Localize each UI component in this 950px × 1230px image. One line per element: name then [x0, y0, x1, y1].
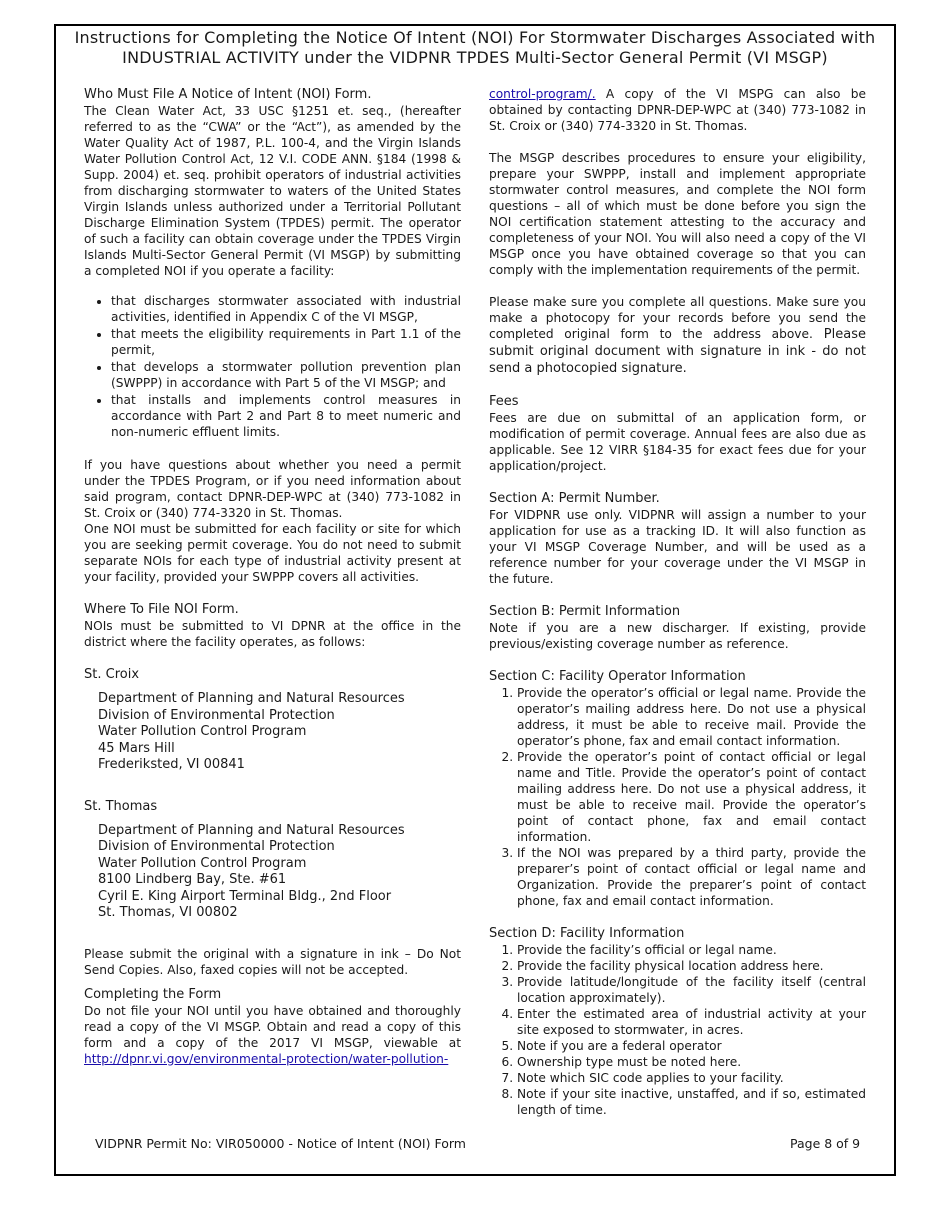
list-item: 4. Enter the estimated area of industrial activity at your site exposed to stormwater, in acres. — [517, 1006, 866, 1038]
address-line: St. Thomas, VI 00802 — [98, 905, 238, 920]
address-line: 8100 Lindberg Bay, Ste. #61 — [98, 872, 287, 887]
completing-body: Do not file your NOI until you have obtained and thoroughly read a copy of the VI MSGP. Obtain and read a copy of this form and a copy of the 2017 VI MSGP, viewable at — [84, 1003, 461, 1050]
completing-heading: Completing the Form — [84, 986, 222, 1002]
right-column — [489, 86, 866, 1118]
left-column — [84, 86, 461, 1067]
address-line: Department of Planning and Natural Resources — [98, 822, 405, 838]
section-c-heading: Section C: Facility Operator Information — [489, 669, 746, 684]
section-a-heading: Section A: Permit Number. — [489, 491, 660, 506]
list-item: 2. Provide the facility physical location address here. — [517, 958, 866, 974]
msgp-link[interactable]: http://dpnr.vi.gov/environmental-protection/water-pollution- — [84, 1051, 449, 1066]
footer-page-number: Page 8 of 9 — [790, 1136, 861, 1151]
where-heading: Where To File NOI Form. — [84, 602, 239, 617]
list-item: • that discharges stormwater associated with industrial activities, identified in Appendix C of the VI MSGP, — [111, 293, 461, 325]
list-item: 1. Provide the operator’s official or legal name. Provide the operator’s mailing address here. Do not use a physical address, it must be able to receive mail. Provide the operator’s phone, fax and email contact information. — [517, 685, 866, 749]
eligibility-list — [84, 293, 461, 440]
msgp-link-continued[interactable]: control-program/. — [489, 87, 596, 101]
section-b-heading: Section B: Permit Information — [489, 604, 681, 619]
please-body: Please make sure you complete all questions. Make sure you make a photocopy for your records before you send the completed original form to the address above. — [489, 295, 866, 341]
who-heading: Who Must File A Notice of Intent (NOI) Form. — [84, 87, 372, 102]
list-item: • that meets the eligibility requirements in Part 1.1 of the permit, — [111, 326, 461, 358]
fees-heading: Fees — [489, 394, 519, 409]
list-item: • that develops a stormwater pollution prevention plan (SWPPP) in accordance with Part 5 of the VI MSGP; and — [111, 359, 461, 391]
address-line: Cyril E. King Airport Terminal Bldg., 2nd Floor — [98, 888, 392, 904]
list-item: 3. If the NOI was prepared by a third party, provide the preparer’s point of contact official or legal name and Organization. Provide the preparer’s point of contact phone, fax and email contact information. — [517, 845, 866, 909]
copy-body: A copy of the VI MSPG can also be obtained by contacting DPNR-DEP-WPC at (340) 773-1082 in St. Croix or (340) 774-3320 in St. Thomas. — [489, 87, 866, 133]
section-d-list — [489, 942, 866, 1118]
section-c-list — [489, 685, 866, 909]
list-item: 8. Note if your site inactive, unstaffed, and if so, estimated length of time. — [517, 1086, 866, 1118]
stcroix-address — [84, 691, 461, 774]
section-a-text: For VIDPNR use only. VIDPNR will assign a number to your application for use as a tracking ID. It will also function as your VI MSGP Coverage Number, and will be used as a reference number for your coverage under the VI MSGP in the future. — [489, 508, 866, 586]
stthomas-label: St. Thomas — [84, 798, 158, 814]
address-line: Division of Environmental Protection — [98, 839, 335, 854]
stthomas-address — [84, 823, 461, 922]
msgp-text: The MSGP describes procedures to ensure your eligibility, prepare your SWPPP, install and implement appropriate stormwater control measures, and complete the NOI form questions – all of which must be done before you sign the NOI certification statement attesting to the accuracy and completeness of your NOI. You will also need a copy of the VI MSGP once you have obtained coverage so that you can comply with the implementation requirements of the permit. — [489, 151, 866, 277]
list-item: • that installs and implements control measures in accordance with Part 2 and Part 8 to meet numeric and non-numeric effluent limits. — [111, 392, 461, 440]
address-line: Water Pollution Control Program — [98, 724, 307, 739]
address-line: Department of Planning and Natural Resources — [98, 691, 405, 706]
completing-text — [84, 1003, 461, 1067]
section-b-text: Note if you are a new discharger. If existing, provide previous/existing coverage number as reference. — [489, 621, 866, 651]
address-line: Frederiksted, VI 00841 — [98, 757, 245, 772]
who-text: The Clean Water Act, 33 USC §1251 et. seq., (hereafter referred to as the “CWA” or the “Act”), as amended by the Water Quality Act of 1987, P.L. 100-4, and the Virgin Islands Water Pollution Control Act, 12 V.I. CODE ANN. §184 (1998 & Supp. 2004) et. seq. prohibit operators of industrial activities from discharging stormwater to waters of the United States Virgin Islands unless authorized under a Territorial Pollutant Discharge Elimination System (TPDES) permit. The operator of such a facility can obtain coverage under the TPDES Virgin Islands Multi-Sector General Permit (VI MSGP) by submitting a completed NOI if you operate a facility: — [84, 104, 461, 278]
list-item: 6. Ownership type must be noted here. — [517, 1054, 866, 1070]
title-line-1: Instructions for Completing the Notice Of Intent (NOI) For Stormwater Discharges Associated with — [74, 28, 876, 47]
list-item: 5. Note if you are a federal operator — [517, 1038, 866, 1054]
page-title — [60, 28, 890, 68]
list-item: 7. Note which SIC code applies to your facility. — [517, 1070, 866, 1086]
fees-text: Fees are due on submittal of an application form, or modification of permit coverage. Annual fees are also due as applicable. See 12 VIRR §184-35 for exact fees due for your application/project. — [489, 411, 866, 473]
address-line: Water Pollution Control Program — [98, 855, 307, 871]
please-text — [489, 294, 866, 377]
list-item: 1. Provide the facility’s official or legal name. — [517, 942, 866, 958]
questions-text: If you have questions about whether you need a permit under the TPDES Program, or if you need information about said program, contact DPNR-DEP-WPC at (340) 773-1082 in St. Croix or (340) 774-3320 in St. Thomas. — [84, 458, 461, 520]
please-emphasis: Please submit original document with signature in ink - do not send a photocopied signature. — [489, 327, 866, 376]
footer-permit-line: VIDPNR Permit No: VIR050000 - Notice of Intent (NOI) Form — [95, 1136, 466, 1151]
where-text: NOIs must be submitted to VI DPNR at the office in the district where the facility operates, as follows: — [84, 619, 461, 649]
one-noi-text: One NOI must be submitted for each facility or site for which you are seeking permit coverage. You do not need to submit separate NOIs for each type of industrial activity present at your facility, provided your SWPPP covers all activities. — [84, 522, 461, 584]
list-item: 3. Provide latitude/longitude of the facility itself (central location approximately). — [517, 974, 866, 1006]
list-item: 2. Provide the operator’s point of contact official or legal name and Title. Provide the operator’s point of contact mailing address here. Do not use a physical address, it must be able to receive mail. Provide the operator’s point of contact phone, fax and email contact information. — [517, 749, 866, 845]
section-d-heading: Section D: Facility Information — [489, 926, 685, 941]
stcroix-label: St. Croix — [84, 667, 140, 682]
address-line: Division of Environmental Protection — [98, 707, 335, 723]
address-line: 45 Mars Hill — [98, 740, 175, 756]
copy-text — [489, 86, 866, 134]
submit-original-text: Please submit the original with a signature in ink – Do Not Send Copies. Also, faxed copies will not be accepted. — [84, 946, 461, 977]
title-line-2: INDUSTRIAL ACTIVITY under the VIDPNR TPDES Multi-Sector General Permit (VI MSGP) — [122, 48, 828, 67]
